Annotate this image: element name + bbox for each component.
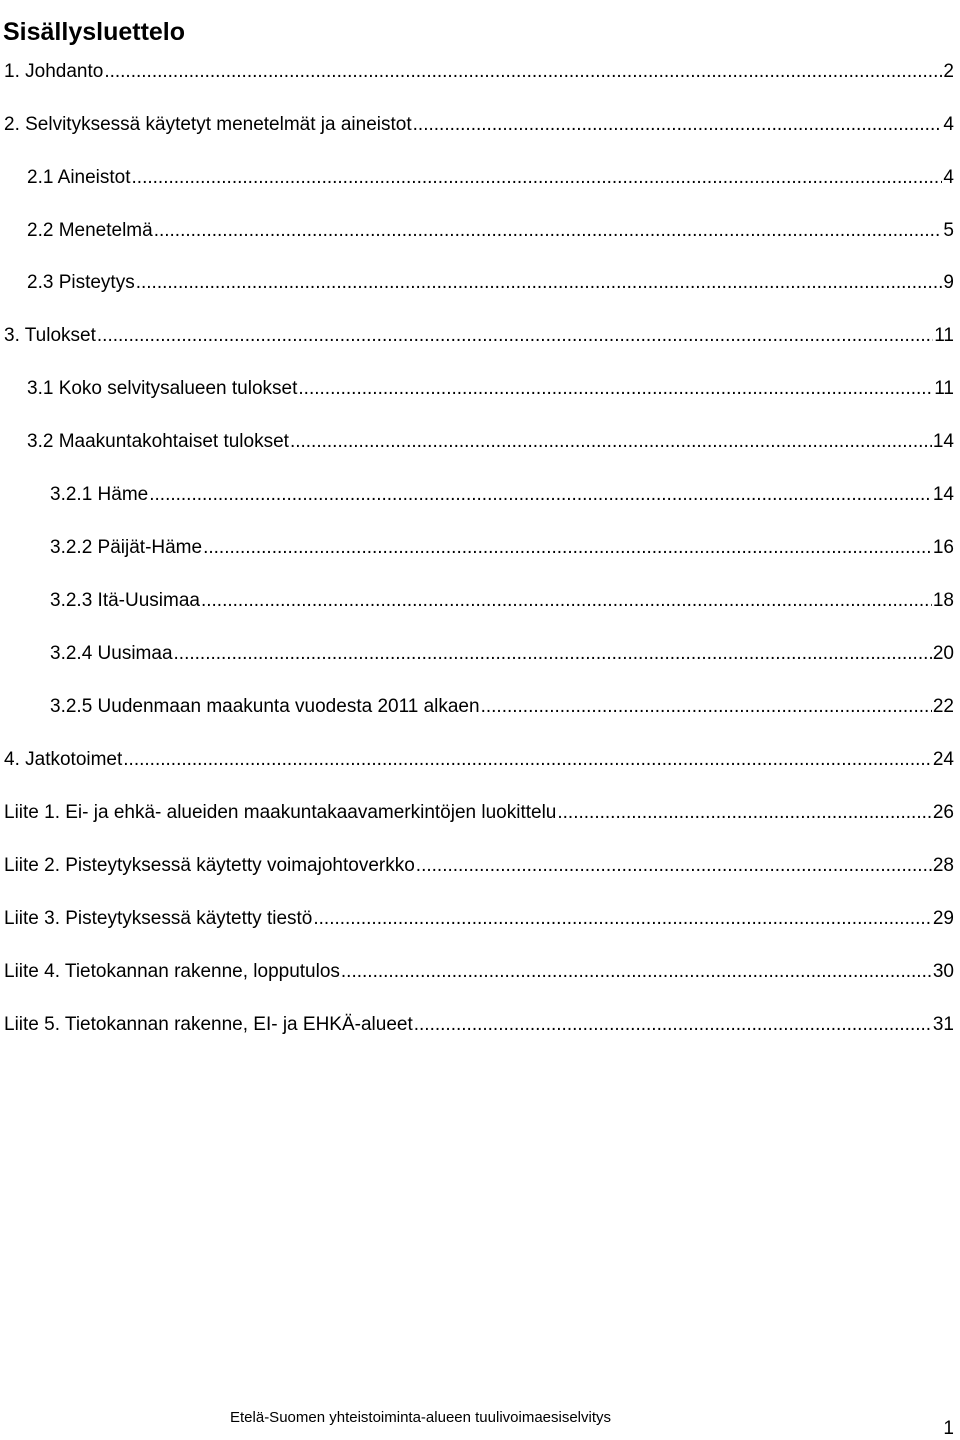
toc-entry-label: 1. Johdanto: [4, 61, 104, 82]
toc-entry[interactable]: [4, 854, 954, 878]
toc-dot-leader: [203, 536, 932, 560]
toc-entry[interactable]: [50, 536, 954, 560]
toc-entry[interactable]: [27, 377, 954, 401]
toc-entry-label: 2. Selvityksessä käytetyt menetelmät ja aineistot: [4, 114, 412, 135]
toc-entry-page: 5: [943, 220, 954, 241]
toc-entry-label: 3.2.1 Häme: [50, 484, 149, 505]
toc-entry[interactable]: [4, 324, 954, 348]
toc-entry[interactable]: [4, 60, 954, 84]
toc-entry-label: 3.2 Maakuntakohtaiset tulokset: [27, 431, 289, 452]
toc-entry-label: 3.2.4 Uusimaa: [50, 643, 173, 664]
toc-entry[interactable]: [50, 642, 954, 666]
toc-entry-page: 29: [932, 908, 954, 929]
toc-entry-label: 3.2.3 Itä-Uusimaa: [50, 590, 200, 611]
footer-page-number: 1: [943, 1418, 954, 1439]
toc-entry-label: 4. Jatkotoimet: [4, 749, 123, 770]
toc-entry[interactable]: [27, 219, 954, 243]
toc-dot-leader: [201, 589, 932, 613]
toc-entry-label: 3. Tulokset: [4, 325, 96, 346]
toc-entry-page: 2: [943, 61, 954, 82]
toc-dot-leader: [154, 219, 943, 243]
toc-dot-leader: [416, 854, 932, 878]
toc-dot-leader: [341, 960, 932, 984]
toc-dot-leader: [174, 642, 932, 666]
toc-dot-leader: [557, 801, 931, 825]
toc-entry[interactable]: [50, 483, 954, 507]
toc-dot-leader: [104, 60, 942, 84]
toc-dot-leader: [149, 483, 932, 507]
toc-dot-leader: [123, 748, 932, 772]
toc-dot-leader: [313, 907, 932, 931]
toc-entry-label: 2.2 Menetelmä: [27, 220, 153, 241]
toc-entry-page: 28: [932, 855, 954, 876]
toc-entry[interactable]: [50, 695, 954, 719]
toc-entry-label: 3.2.2 Päijät-Häme: [50, 537, 203, 558]
toc-entry[interactable]: [4, 907, 954, 931]
toc-entry-label: Liite 3. Pisteytyksessä käytetty tiestö: [4, 908, 313, 929]
toc-entry-page: 4: [943, 167, 954, 188]
toc-dot-leader: [132, 166, 943, 190]
toc-entry[interactable]: [4, 801, 954, 825]
toc-entry[interactable]: [4, 1013, 954, 1037]
toc-entry[interactable]: [27, 166, 954, 190]
toc-entry-label: Liite 1. Ei- ja ehkä- alueiden maakuntakaavamerkintöjen luokittelu: [4, 802, 557, 823]
toc-entry-page: 26: [932, 802, 954, 823]
toc-entry[interactable]: [4, 960, 954, 984]
toc-entry-label: Liite 4. Tietokannan rakenne, lopputulos: [4, 961, 340, 982]
toc-entry-page: 24: [932, 749, 954, 770]
page-title: Sisällysluettelo: [3, 17, 186, 46]
toc-entry[interactable]: [50, 589, 954, 613]
toc-entry-label: 2.1 Aineistot: [27, 167, 131, 188]
toc-entry-page: 30: [932, 961, 954, 982]
toc-entry[interactable]: [27, 271, 954, 295]
toc-dot-leader: [413, 113, 943, 137]
toc-entry-page: 14: [932, 431, 954, 452]
toc-dot-leader: [290, 430, 932, 454]
toc-entry-page: 18: [932, 590, 954, 611]
toc-entry-label: Liite 5. Tietokannan rakenne, EI- ja EHKÄ-alueet: [4, 1014, 413, 1035]
toc-dot-leader: [298, 377, 933, 401]
toc-entry-page: 11: [934, 378, 954, 399]
toc-dot-leader: [414, 1013, 932, 1037]
toc-entry-page: 31: [932, 1014, 954, 1035]
toc-entry-page: 16: [932, 537, 954, 558]
toc-entry-page: 22: [932, 696, 954, 717]
toc-entry-label: 3.1 Koko selvitysalueen tulokset: [27, 378, 298, 399]
toc-dot-leader: [136, 271, 943, 295]
footer-text: Etelä-Suomen yhteistoiminta-alueen tuulivoimaesiselvitys: [230, 1409, 612, 1426]
toc-dot-leader: [481, 695, 932, 719]
toc-entry-label: 2.3 Pisteytys: [27, 272, 135, 293]
toc-entry-label: 3.2.5 Uudenmaan maakunta vuodesta 2011 alkaen: [50, 696, 480, 717]
toc-entry-label: Liite 2. Pisteytyksessä käytetty voimajohtoverkko: [4, 855, 415, 876]
toc-entry-page: 11: [934, 325, 954, 346]
toc-entry-page: 20: [932, 643, 954, 664]
toc-entry[interactable]: [4, 113, 954, 137]
toc-entry-page: 4: [943, 114, 954, 135]
toc-entry[interactable]: [4, 748, 954, 772]
toc-dot-leader: [97, 324, 933, 348]
toc-entry-page: 9: [943, 272, 954, 293]
toc-entry-page: 14: [932, 484, 954, 505]
toc-entry[interactable]: [27, 430, 954, 454]
